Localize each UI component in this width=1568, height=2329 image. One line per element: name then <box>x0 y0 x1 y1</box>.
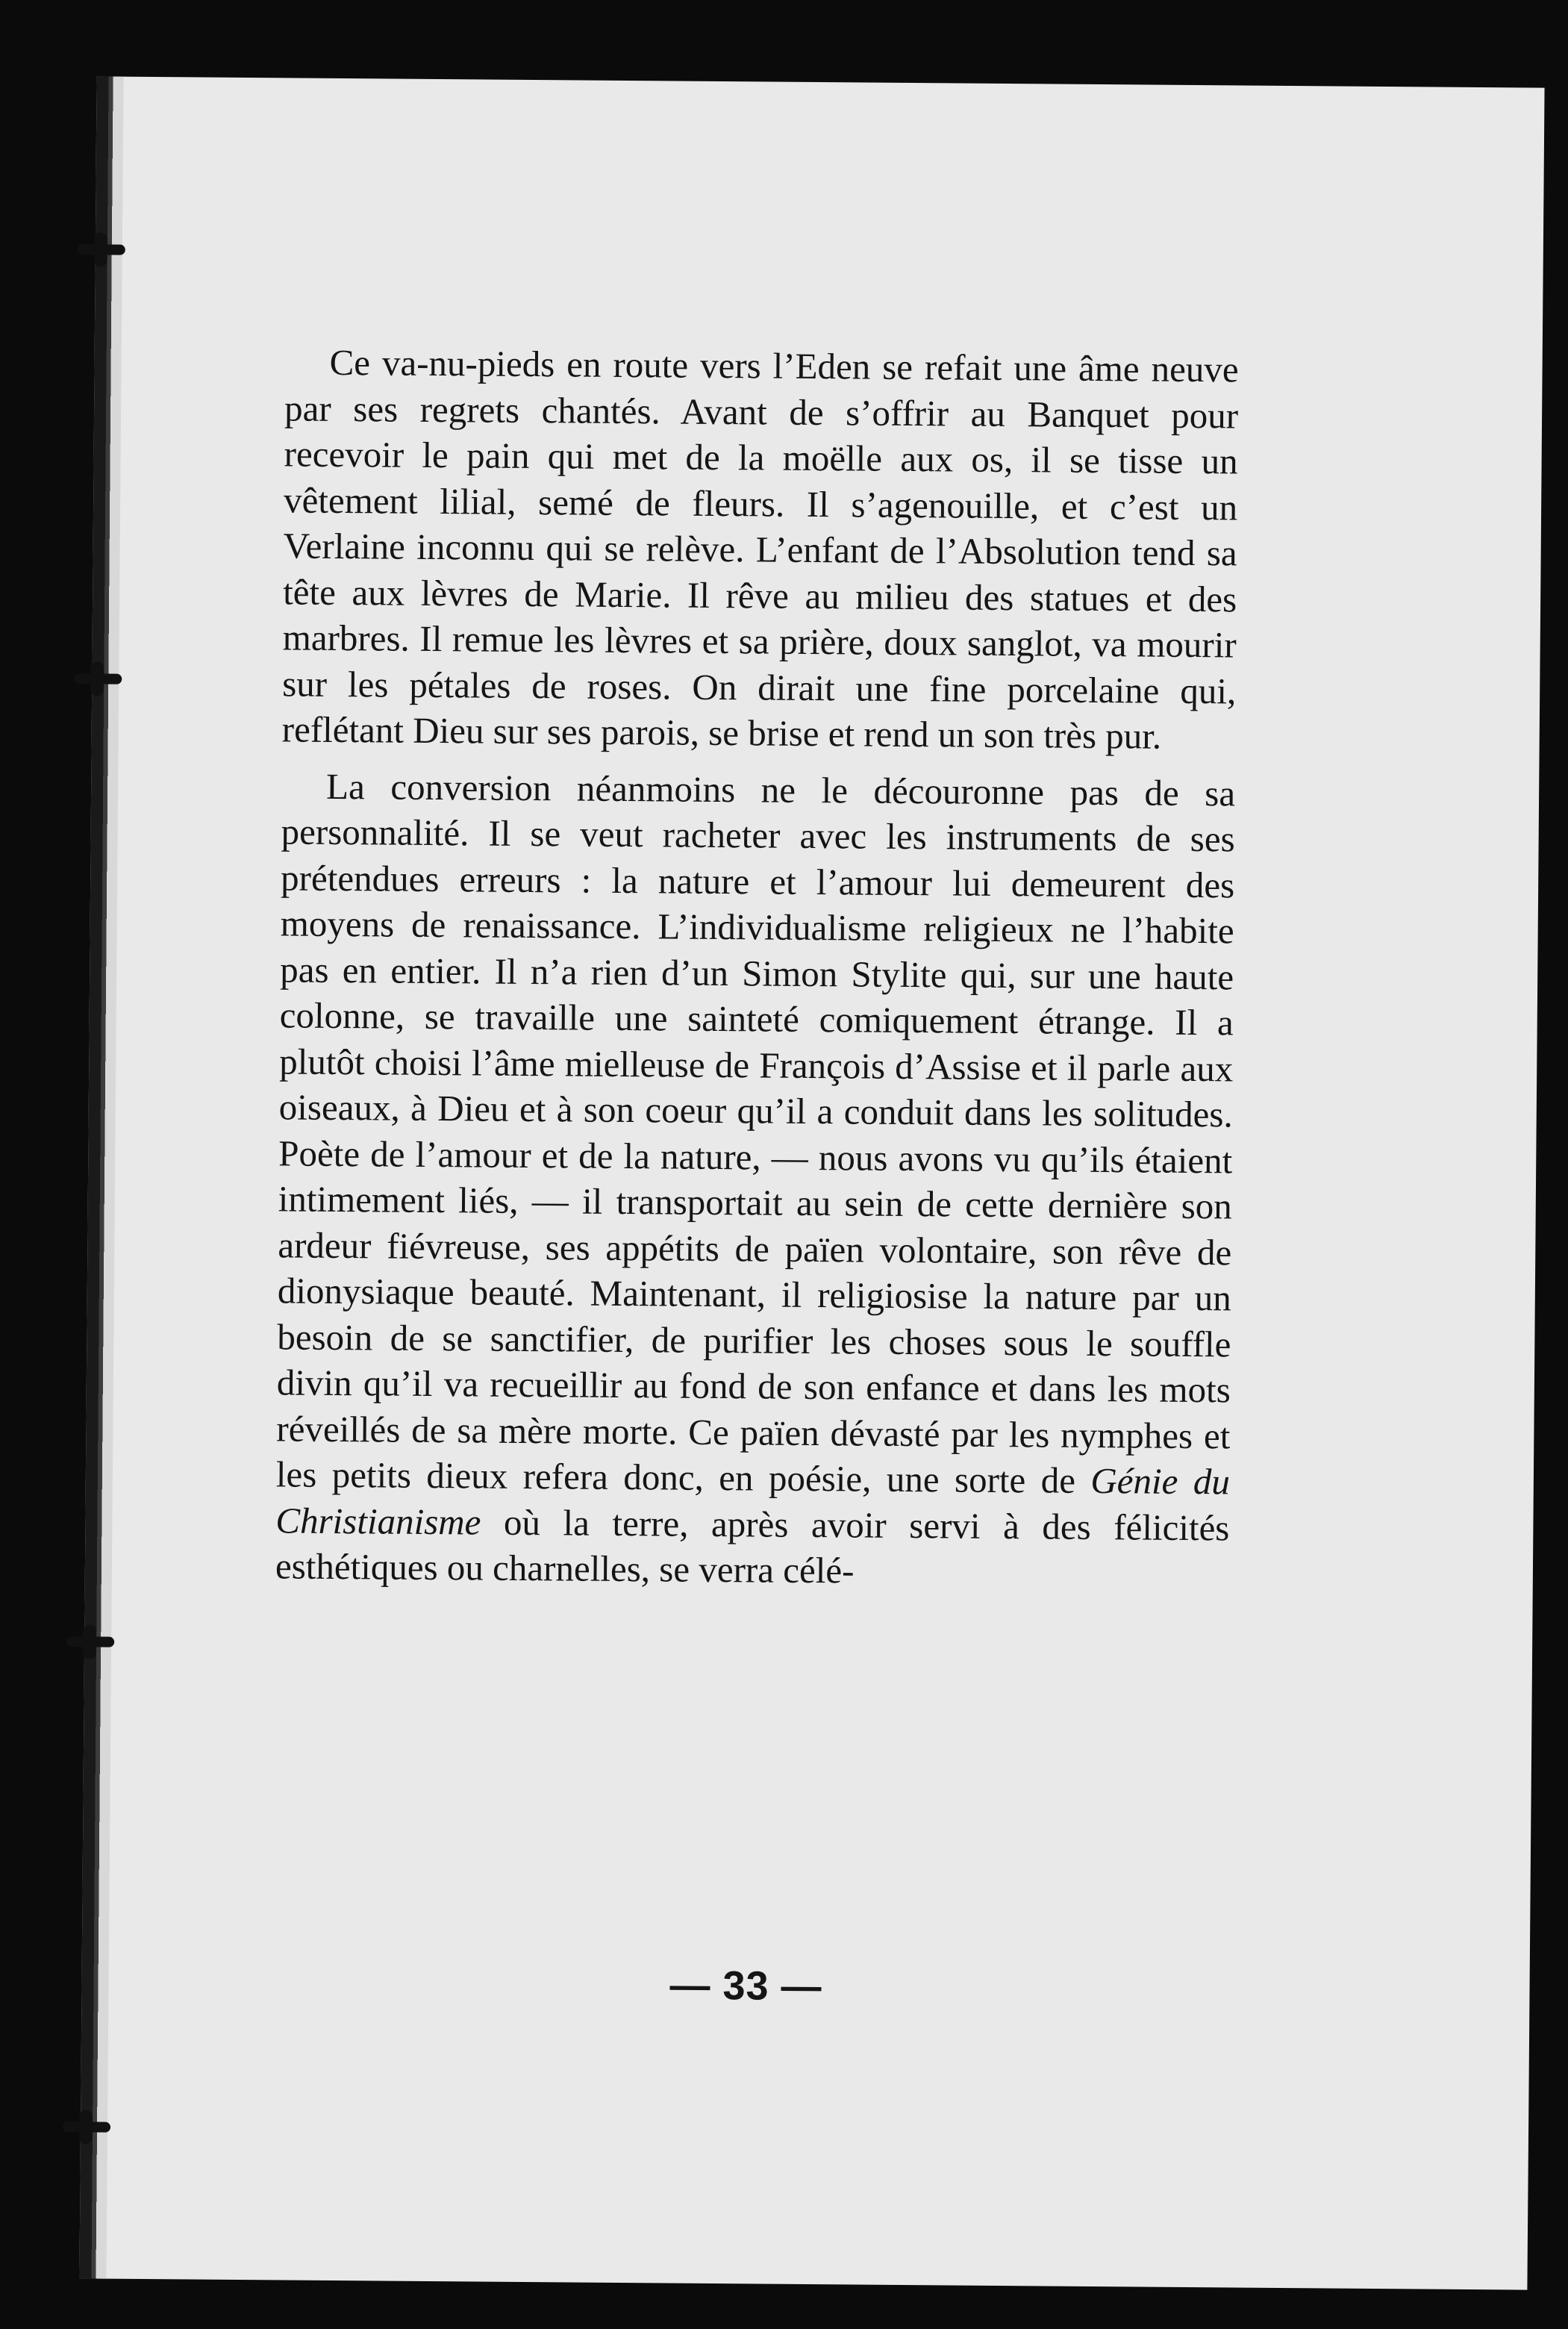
text-run: où la terre, après avoir servi à des félicités esthétiques ou charnelles, se verra célé- <box>275 1501 1230 1591</box>
scanned-page <box>79 76 1544 2289</box>
binding-stitch <box>66 1636 114 1647</box>
text-run: Ce va-nu-pieds en route vers l’Eden se refait une âme neuve par ses regrets chantés. Avant de s’offrir au Banquet pour recevoir le pain qui met de la moëlle aux os, il se tisse un vêtement lilial, semé de fleurs. Il s’agenouille, et c’est un Verlaine inconnu qui se relève. L’enfant de l’Absolution tend sa tête aux lèvres de Marie. Il rêve au milieu des statues et des marbres. Il remue les lèvres et sa prière, doux sanglot, va mourir sur les pétales de roses. On dirait une fine porcelaine qui, reflétant Dieu sur ses parois, se brise et rend un son très pur. <box>281 341 1239 757</box>
paragraph-2 <box>275 763 1236 1597</box>
text-run: La conversion néanmoins ne le découronne pas de sa personnalité. Il se veut racheter avec les instruments de ses prétendues erreurs : la nature et l’amour lui demeurent des moyens de renaissance. L’individualisme religieux ne l’habite pas en entier. Il n’a rien d’un Simon Stylite qui, sur une haute colonne, se travaille une sainteté comiquement étrange. Il a plutôt choisi l’âme mielleuse de François d’Assise et il parle aux oiseaux, à Dieu et à son coeur qu’il a conduit dans les solitudes. Poète de l’amour et de la nature, — nous avons vu qu’ils étaient intimement liés, — il transportait au sein de cette dernière son ardeur fiévreuse, ses appétits de païen volontaire, son rêve de dionysiaque beauté. Maintenant, il religiosise la nature par un besoin de se sanctifier, de purifier les choses sous le souffle divin qu’il va recueillir au fond de son enfance et dans les mots réveillés de sa mère morte. Ce païen dévasté par les nymphes et les petits dieux refera donc, en poésie, une sorte de <box>275 765 1236 1501</box>
body-text <box>275 339 1239 1596</box>
binding-stitch <box>74 673 122 685</box>
page-number: — 33 — <box>669 1962 822 2010</box>
binding-stitch <box>78 244 125 255</box>
binding-edge <box>79 76 123 2278</box>
paragraph-1 <box>282 339 1239 760</box>
binding-stitch <box>63 2121 110 2133</box>
italic-title: Génie du Christianisme <box>275 1459 1231 1543</box>
